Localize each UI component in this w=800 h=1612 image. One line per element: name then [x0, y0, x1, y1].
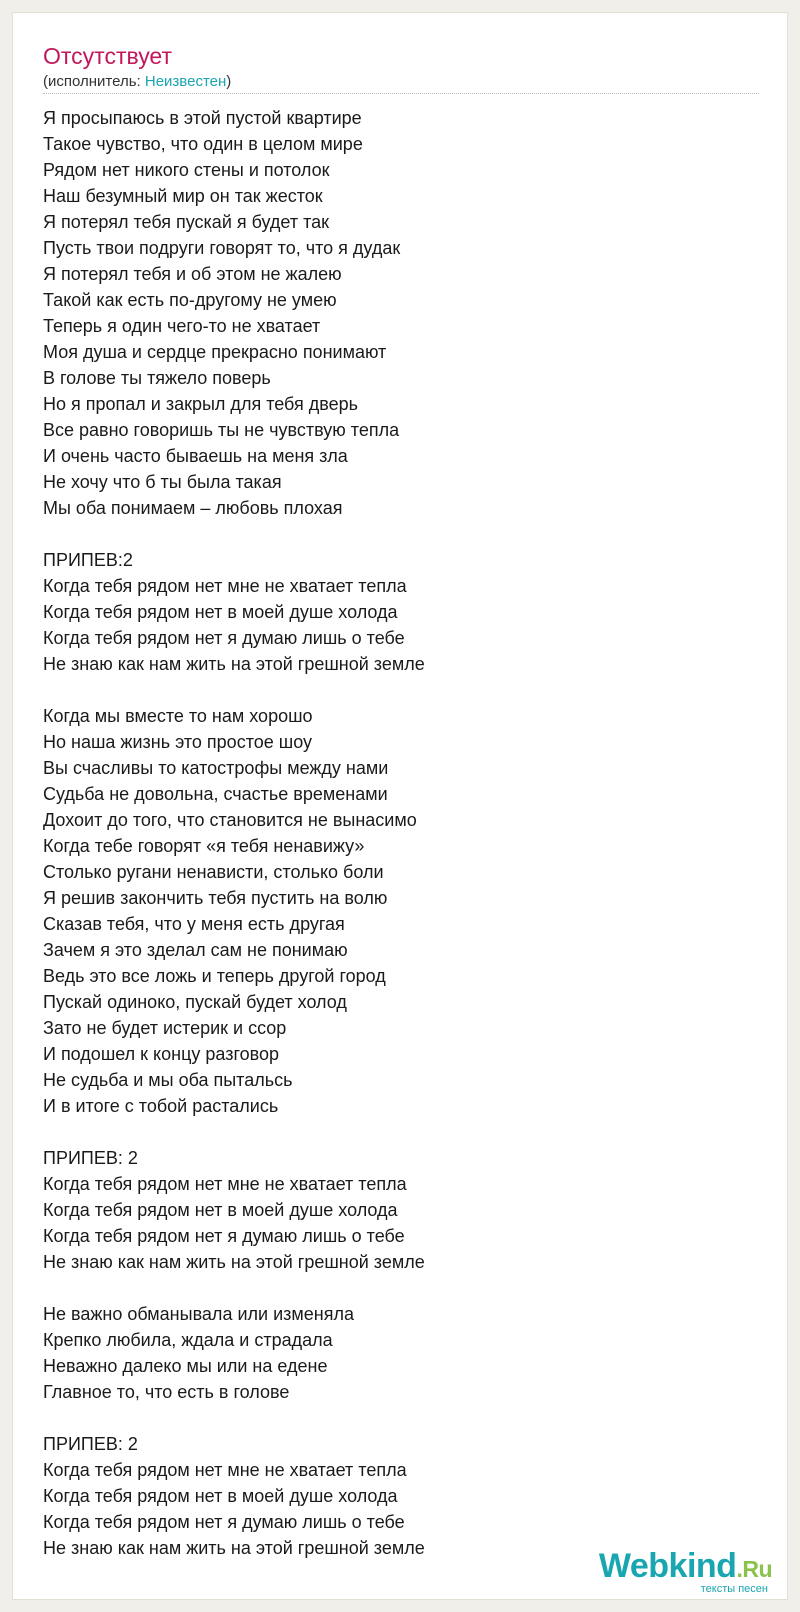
lyric-line: Когда тебя рядом нет в моей душе холода — [43, 1486, 398, 1506]
performer-link[interactable]: Неизвестен — [144, 73, 227, 90]
lyric-line: Когда тебя рядом нет я думаю лишь о тебе — [43, 628, 405, 648]
lyric-line: И очень часто бываешь на меня зла — [43, 446, 348, 466]
lyric-line: Пускай одиноко, пускай будет холод — [43, 992, 347, 1012]
performer-prefix: (исполнитель: — [43, 73, 145, 90]
performer-line — [43, 73, 231, 90]
lyric-line: ПРИПЕВ: 2 — [43, 1148, 138, 1168]
logo-main-text: Webkind — [598, 1547, 737, 1585]
lyric-line: ПРИПЕВ:2 — [43, 550, 133, 570]
lyric-line: Столько ругани ненависти, столько боли — [43, 862, 384, 882]
lyrics-stanza — [43, 1145, 763, 1275]
lyric-line: Такой как есть по-другому не умею — [43, 290, 337, 310]
title-divider — [43, 93, 759, 94]
lyrics-stanza — [43, 1431, 763, 1561]
lyric-line: Когда тебя рядом нет я думаю лишь о тебе — [43, 1512, 405, 1532]
lyric-line: Пусть твои подруги говорят то, что я дудак — [43, 238, 401, 258]
lyric-line: Наш безумный мир он так жесток — [43, 186, 323, 206]
lyric-line: Когда тебя рядом нет мне не хватает тепла — [43, 1174, 407, 1194]
lyric-line: Все равно говоришь ты не чувствую тепла — [43, 420, 400, 440]
lyric-line: Судьба не довольна, счастье временами — [43, 784, 388, 804]
lyric-line: И в итоге с тобой растались — [43, 1096, 279, 1116]
lyric-line: Ведь это все ложь и теперь другой город — [43, 966, 386, 986]
lyric-line: Зато не будет истерик и ссор — [43, 1018, 287, 1038]
lyric-line: Моя душа и сердце прекрасно понимают — [43, 342, 387, 362]
lyric-line: В голове ты тяжело поверь — [43, 368, 271, 388]
lyric-line: Когда тебя рядом нет мне не хватает тепла — [43, 576, 407, 596]
lyrics-body — [43, 105, 763, 1587]
lyric-line: Не хочу что б ты была такая — [43, 472, 282, 492]
lyric-line: Не судьба и мы оба пытальсь — [43, 1070, 293, 1090]
lyric-line: Неважно далеко мы или на едене — [43, 1356, 328, 1376]
lyric-line: Когда мы вместе то нам хорошо — [43, 706, 313, 726]
lyric-line: Когда тебя рядом нет я думаю лишь о тебе — [43, 1226, 405, 1246]
lyrics-stanza — [43, 1301, 763, 1405]
lyric-line: Главное то, что есть в голове — [43, 1382, 290, 1402]
lyric-line: Когда тебе говорят «я тебя ненавижу» — [43, 836, 365, 856]
lyric-line: Но наша жизнь это простое шоу — [43, 732, 313, 752]
lyric-line: И подошел к концу разговор — [43, 1044, 280, 1064]
lyrics-stanza — [43, 547, 763, 677]
logo-tagline: тексты песен — [700, 1583, 768, 1595]
lyric-line: Крепко любила, ждала и страдала — [43, 1330, 333, 1350]
lyric-line: Я потерял тебя пускай я будет так — [43, 212, 330, 232]
lyric-line: Вы счасливы то катострофы между нами — [43, 758, 389, 778]
lyric-line: Такое чувство, что один в целом мире — [43, 134, 363, 154]
performer-suffix: ) — [226, 73, 232, 90]
lyric-line: Я решив закончить тебя пустить на волю — [43, 888, 388, 908]
lyric-line: Я просыпаюсь в этой пустой квартире — [43, 108, 362, 128]
lyric-line: Когда тебя рядом нет в моей душе холода — [43, 1200, 398, 1220]
lyric-line: Не знаю как нам жить на этой грешной земле — [43, 654, 425, 674]
lyric-line: Сказав тебя, что у меня есть другая — [43, 914, 345, 934]
lyric-line: Не знаю как нам жить на этой грешной земле — [43, 1538, 425, 1558]
lyrics-stanza — [43, 703, 763, 1119]
lyric-line: Не важно обманывала или изменяла — [43, 1304, 354, 1324]
lyric-line: Рядом нет никого стены и потолок — [43, 160, 330, 180]
logo-wordmark — [598, 1547, 772, 1585]
lyric-line: ПРИПЕВ: 2 — [43, 1434, 138, 1454]
song-title: Отсутствует — [43, 43, 172, 69]
lyric-line: Когда тебя рядом нет мне не хватает тепла — [43, 1460, 407, 1480]
lyric-line: Но я пропал и закрыл для тебя дверь — [43, 394, 358, 414]
lyrics-card — [12, 12, 788, 1600]
lyric-line: Мы оба понимаем – любовь плохая — [43, 498, 343, 518]
lyric-line: Дохоит до того, что становится не вынасимо — [43, 810, 417, 830]
lyric-line: Я потерял тебя и об этом не жалею — [43, 264, 342, 284]
logo-tld: .Ru — [736, 1556, 772, 1582]
lyric-line: Не знаю как нам жить на этой грешной земле — [43, 1252, 425, 1272]
lyric-line: Зачем я это зделал сам не понимаю — [43, 940, 348, 960]
lyric-line: Когда тебя рядом нет в моей душе холода — [43, 602, 398, 622]
lyrics-stanza — [43, 105, 763, 521]
site-logo[interactable] — [598, 1547, 772, 1595]
lyric-line: Теперь я один чего-то не хватает — [43, 316, 321, 336]
